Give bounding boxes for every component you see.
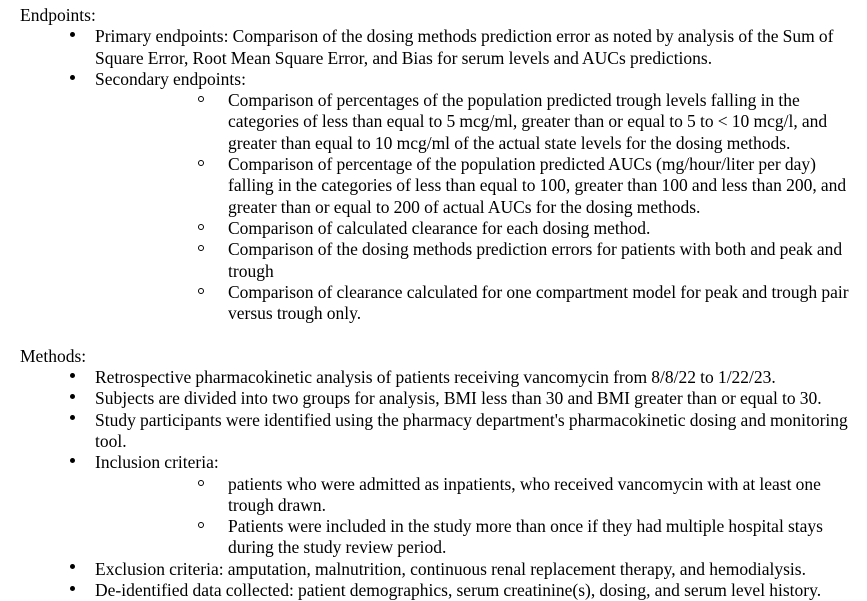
disc-bullet-icon — [70, 388, 84, 409]
list-item-text: Comparison of the dosing methods prediction errors for patients with both and peak and trough — [228, 239, 843, 281]
disc-bullet-icon — [70, 559, 84, 580]
list-item-text: Comparison of calculated clearance for each dosing method. — [228, 217, 651, 238]
endpoints-list — [20, 26, 855, 324]
list-item-text: Comparison of clearance calculated for one compartment model for peak and trough pair versus trough only. — [228, 281, 849, 324]
list-item — [20, 559, 855, 580]
circle-bullet-icon — [198, 218, 212, 239]
list-item-text: De-identified data collected: patient demographics, serum creatinine(s), dosing, and serum level history. — [95, 580, 822, 601]
circle-bullet-icon — [198, 239, 212, 260]
list-item-text: patients who were admitted as inpatients, who received vancomycin with at least one trough drawn. — [228, 473, 821, 515]
list-item-text: Primary endpoints: Comparison of the dosing methods prediction error as noted by analysis of the Sum of Square Error, Root Mean Square Error, and Bias for serum levels and AUCs predictions. — [95, 26, 834, 68]
list-item — [95, 516, 855, 559]
circle-bullet-icon — [198, 282, 212, 303]
list-item — [95, 474, 855, 517]
circle-bullet-icon — [198, 154, 212, 175]
section-heading-endpoints: Endpoints: — [20, 5, 96, 25]
list-item — [95, 218, 855, 239]
list-item-text: Comparison of percentages of the population predicted trough levels falling in the categories of less than equal to 5 mcg/ml, greater than or equal to 5 to < 10 mcg/l, and greater than equal to 10 mcg/ml of the actual state levels for the dosing methods. — [228, 90, 828, 153]
list-item-text: Retrospective pharmacokinetic analysis of patients receiving vancomycin from 8/8/22 to 1/22/23. — [95, 367, 776, 388]
disc-bullet-icon — [70, 26, 84, 47]
list-item-text: Subjects are divided into two groups for analysis, BMI less than 30 and BMI greater than or equal to 30. — [95, 388, 822, 409]
section-spacer — [20, 324, 855, 345]
list-item-text: Study participants were identified using the pharmacy department's pharmacokinetic dosing and monitoring tool. — [95, 409, 848, 451]
list-item — [20, 26, 855, 69]
disc-bullet-icon — [70, 69, 84, 90]
list-item-text: Patients were included in the study more than once if they had multiple hospital stays during the study review period. — [228, 516, 823, 558]
disc-bullet-icon — [70, 367, 84, 388]
methods-list — [20, 367, 855, 601]
list-item — [20, 410, 855, 453]
inclusion-criteria-list — [95, 474, 855, 559]
list-item — [95, 90, 855, 154]
secondary-endpoints-list — [95, 90, 855, 324]
circle-bullet-icon — [198, 90, 212, 111]
list-item — [20, 452, 855, 558]
list-item — [95, 154, 855, 218]
list-item-text: Comparison of percentage of the population predicted AUCs (mg/hour/liter per day) falling in the categories of less than equal to 100, greater than 100 and less than 200, and greater than or equal to 200 of actual AUCs for the dosing methods. — [228, 154, 847, 217]
disc-bullet-icon — [70, 580, 84, 601]
circle-bullet-icon — [198, 474, 212, 495]
list-item — [20, 367, 855, 388]
list-item — [95, 239, 855, 282]
list-item-text: Inclusion criteria: — [95, 452, 219, 473]
list-item — [20, 388, 855, 409]
circle-bullet-icon — [198, 516, 212, 537]
list-item — [95, 282, 855, 325]
list-item-text: Secondary endpoints: — [95, 68, 246, 89]
list-item-text: Exclusion criteria: amputation, malnutrition, continuous renal replacement therapy, and hemodialysis. — [95, 558, 806, 579]
list-item — [20, 69, 855, 325]
disc-bullet-icon — [70, 410, 84, 431]
list-item — [20, 580, 855, 601]
disc-bullet-icon — [70, 452, 84, 473]
section-heading-methods: Methods: — [20, 345, 87, 366]
